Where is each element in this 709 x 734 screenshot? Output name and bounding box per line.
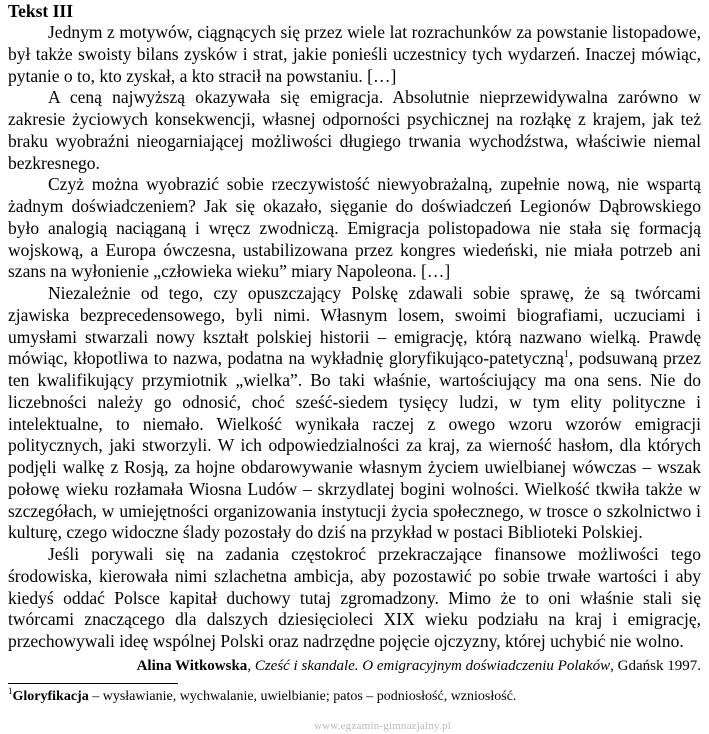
footnote bbox=[8, 685, 701, 706]
footnote-definition: – wysławianie, wychwalanie, uwielbianie; patos – podniosłość, wzniosłość. bbox=[88, 688, 517, 704]
source-separator: , bbox=[247, 657, 255, 674]
paragraph-2: A ceną najwyższą okazywała się emigracja. Absolutnie nieprzewidywalna zarówno w zakresie życiowych konsekwencji, własnej odporności psychicznej na rozłąkę z krajem, jak też braku wyobraźni nieogarniającej możliwości długiego trwania wychodźstwa, właściwie niemal bezkresnego. bbox=[8, 87, 701, 173]
footnote-mark: 1 bbox=[8, 685, 13, 696]
paragraph-4 bbox=[8, 283, 701, 544]
source-citation bbox=[8, 656, 701, 676]
footnote-divider bbox=[8, 683, 178, 684]
document-title: Tekst III bbox=[8, 1, 74, 21]
footnote-reference: 1 bbox=[563, 349, 569, 361]
paragraph-3: Czyż można wyobrazić sobie rzeczywistość niewyobrażalną, zupełnie nową, nie wspartą żadnym doświadczeniem? Jak się okazało, sięganie do doświadczeń Legionów Dąbrowskiego było analogią naciąganą i wręcz zwodniczą. Emigracja polistopadowa nie stała się formacją wojskową, a Europa ówczesna, ustabilizowana przez kongres wiedeński, nie miała potrzeb ani szans na wyłonienie „człowieka wieku” miary Napoleona. […] bbox=[8, 174, 701, 282]
paragraph-1: Jednym z motywów, ciągnących się przez wiele lat rozrachunków za powstanie listopadowe, był także swoisty bilans zysków i strat, jakie ponieśli uczestnicy tych wydarzeń. Inaczej mówiąc, pytanie o to, kto zyskał, a kto stracił na powstaniu. […] bbox=[8, 22, 701, 86]
paragraph-4-part-2: , podsuwaną przez ten kwalifikujący przymiotnik „wielka”. Bo taki właśnie, wartościujący ma ona sens. Nie do liczebności należy go odnosić, choć sześć-siedem tysięcy ludzi, w tym elity polityczne i intelektualne, to niemało. Wielkość wynikała raczej z owego wzoru wzorów emigracji politycznych, jaki stworzyli. W ich odpowiedzialności za kraj, za wierność hasłom, dla których podjęli walkę z Rosją, za hojne obdarowywanie własnym życiem uwielbianej wówczas – wszak połowę wieku rozłamała Wiosna Ludów – skrzydlatej bogini wolności. Wielkość tkwiła także w szczegółach, w umiejętności organizowania instytucji życia społecznego, w trosce o szkolnictwo i kulturę, czego widoczne ślady pozostały do dziś na przykład w postaci Biblioteki Polskiej. bbox=[8, 348, 701, 543]
source-author: Alina Witkowska bbox=[136, 657, 248, 674]
document-page bbox=[8, 1, 701, 706]
paragraph-4-part-1: Niezależnie od tego, czy opuszczający Polskę zdawali sobie sprawę, że są twórcami zjawiska bezprecedensowego, byli nimi. Własnym losem, swoimi biografiami, uczuciami i umysłami stwarzali nowy kształt polskiej historii – emigrację, którą nazwano wielką. Prawdę mówiąc, kłopotliwa to nazwa, podatna na wykładnię gloryfikująco-patetyczną bbox=[8, 283, 701, 369]
source-work-title: Cześć i skandale. O emigracyjnym doświadczeniu Polaków bbox=[254, 657, 611, 674]
footnote-term: Gloryfikacja bbox=[12, 688, 89, 704]
watermark: www.egzamin-gimnazjalny.pl bbox=[314, 720, 451, 732]
paragraph-5: Jeśli porywali się na zadania częstokroć przekraczające finansowe możliwości tego środowiska, kierowała nimi szlachetna ambicja, aby pozostawić po sobie trwałe wartości i aby kiedyś oddać Polsce kapitał duchowy tutaj zgromadzony. Mimo że to oni właśnie stali się twórcami znaczącego dla dalszych dziesięcioleci XIX wieku podziału na kraj i emigrację, przechowywali ideę wspólnej Polski oraz nadrzędne pojęcie ojczyzny, której uchybić nie wolno. bbox=[8, 544, 701, 651]
source-place-year: , Gdańsk 1997. bbox=[610, 657, 701, 674]
